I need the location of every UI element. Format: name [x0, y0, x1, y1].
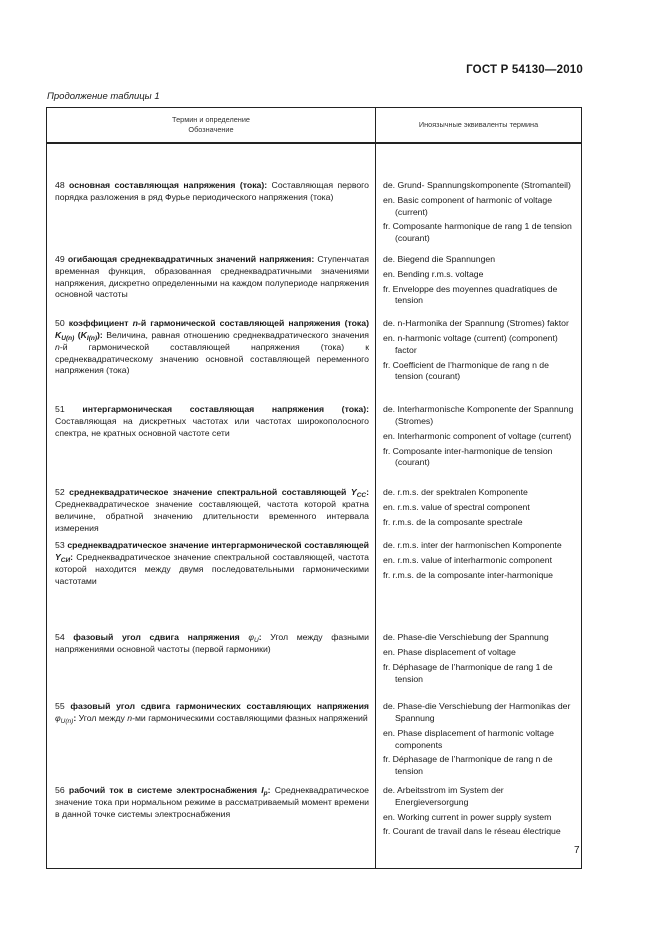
- symbol-ki: $K_{I(n)}$: [80, 329, 98, 342]
- equivalent-en: en. r.m.s. value of spectral component: [383, 501, 530, 512]
- terms-table: [46, 107, 582, 869]
- equivalent-en: en. Bending r.m.s. voltage: [383, 268, 484, 279]
- table-row: [47, 693, 582, 781]
- term-name: фазовый угол сдвига напряжения $\varphi_U$:: [73, 632, 262, 645]
- symbol-ku: $K_{U(n)}$: [55, 329, 75, 342]
- term-definition: Среднеквадратическое значение спектральной составляющей, частота которой находится между двумя последовательными гармоническими частотами: [55, 551, 369, 586]
- term-number: 51: [55, 404, 65, 415]
- term-number: 52: [55, 487, 65, 498]
- term-definition-cell: [47, 538, 376, 624]
- equivalents-cell: [376, 310, 582, 396]
- equivalent-fr: fr. Composante harmonique de rang 1 de tension (courant): [383, 221, 572, 244]
- term-definition-cell: [47, 781, 376, 869]
- term-definition: Составляющая на дискретных частотах или частотах широкополосного спектра, не кратных основной частоте сети: [55, 415, 369, 438]
- equivalent-fr: fr. r.m.s. de la composante spectrale: [383, 516, 523, 527]
- equivalent-de: de. Phase-die Verschiebung der Harmonikas der Spannung: [383, 701, 571, 723]
- term-number: 56: [55, 784, 65, 795]
- equivalent-de: de. Biegend die Spannungen: [383, 253, 496, 264]
- equivalent-de: de. Grund- Spannungskomponente (Stromanteil): [383, 180, 571, 190]
- term-name: рабочий ток в системе электроснабжения $I_р$:: [68, 784, 271, 797]
- term-definition-cell: [47, 693, 376, 781]
- equivalent-fr: fr. Enveloppe des moyennes quadratiques de tension: [383, 283, 558, 306]
- equivalents-cell: [376, 693, 582, 781]
- symbol-ycc: $Y_{CC}$: [350, 487, 367, 500]
- equivalents-cell: [376, 538, 582, 624]
- term-definition-cell: [47, 248, 376, 310]
- equivalent-en: en. Interharmonic component of voltage (current): [383, 430, 572, 441]
- symbol-ysi: $Y_{CИ}$: [55, 551, 71, 564]
- term-definition: Среднеквадратическое значение тока при нормальном режиме в рассматриваемый момент времени в данной точке системы электроснабжения: [55, 784, 370, 819]
- term-name: основная составляющая напряжения (тока):: [69, 180, 268, 190]
- column-header-equivalents: Иноязычные эквиваленты термина: [376, 108, 582, 144]
- equivalent-en: en. Phase displacement of harmonic voltage components: [383, 727, 554, 750]
- page-number: 7: [574, 845, 580, 856]
- term-definition-cell: [47, 396, 376, 479]
- equivalent-fr: fr. Déphasage de l’harmonique de rang n de tension: [383, 754, 553, 777]
- equivalent-fr: fr. r.m.s. de la composante inter-harmonique: [383, 569, 553, 580]
- term-definition-cell: [47, 310, 376, 396]
- equivalent-de: de. Phase-die Verschiebung der Spannung: [383, 632, 549, 643]
- term-definition: Величина, равная отношению среднеквадратического значения n-й гармонической составляющей напряжения (тока) к среднеквадратическому значению основной составляющей переменного напряжения (тока): [55, 329, 369, 376]
- table-row: [47, 396, 582, 479]
- equivalent-fr: fr. Composante inter-harmonique de tension (courant): [383, 445, 553, 468]
- term-definition-cell: [47, 143, 376, 248]
- equivalent-de: de. Arbeitsstrom im System der Energieversorgung: [383, 784, 504, 807]
- equivalents-cell: [376, 781, 582, 869]
- equivalent-de: de. n-Harmonika der Spannung (Stromes) faktor: [383, 318, 569, 329]
- term-number: 54: [55, 632, 65, 643]
- document-code: ГОСТ Р 54130—2010: [466, 64, 583, 76]
- term-name: среднеквадратическое значение интергармонической составляющей $Y_{CИ}$:: [55, 540, 369, 564]
- table-row: [47, 781, 582, 869]
- symbol-phi-un: $\varphi_{U(n)}$: [55, 712, 74, 725]
- equivalents-cell: [376, 624, 582, 693]
- term-number: 50: [55, 318, 65, 329]
- equivalents-cell: [376, 143, 582, 248]
- symbol-phi-u: $\varphi_U$: [248, 632, 259, 645]
- equivalent-fr: fr. Coefficient de l’harmonique de rang n de tension (courant): [383, 359, 549, 382]
- equivalent-fr: fr. Courant de travail dans le réseau électrique: [383, 826, 561, 837]
- term-number: 48: [55, 180, 65, 190]
- symbol-ip: $I_р$: [261, 784, 268, 797]
- equivalent-en: en. Working current in power supply system: [383, 811, 552, 822]
- equivalent-de: de. Interharmonische Komponente der Spannung (Stromes): [383, 404, 574, 426]
- equivalents-cell: [376, 248, 582, 310]
- table-row: [47, 143, 582, 248]
- term-number: 53: [55, 540, 65, 551]
- equivalent-fr: fr. Déphasage de l’harmonique de rang 1 de tension: [383, 661, 553, 684]
- equivalent-de: de. r.m.s. inter der harmonischen Komponente: [383, 540, 562, 551]
- term-name: среднеквадратическое значение спектральной составляющей $Y_{CC}$:: [69, 487, 369, 500]
- equivalent-en: en. r.m.s. value of interharmonic component: [383, 554, 553, 565]
- column-header-line2: Обозначение: [188, 125, 234, 134]
- column-header-term-definition: [47, 108, 376, 144]
- term-name: фазовый угол сдвига гармонических составляющих напряжения $\varphi_{U(n)}$:: [55, 701, 369, 725]
- equivalent-en: en. Basic component of harmonic of voltage (current): [383, 194, 553, 217]
- table-row: [47, 248, 582, 310]
- equivalent-en: en. n-harmonic voltage (current) (component) factor: [383, 332, 558, 355]
- table-continuation-caption: Продолжение таблицы 1: [47, 91, 160, 102]
- term-definition: Составляющая первого порядка разложения в ряд Фурье периодического напряжения (тока): [55, 180, 369, 202]
- equivalents-cell: [376, 479, 582, 538]
- table-row: [47, 310, 582, 396]
- term-definition-cell: [47, 479, 376, 538]
- table-row: [47, 479, 582, 538]
- term-name: коэффициент n-й гармонической составляющей напряжения (тока) $K_{U(n)}$ $(K_{I(n)})$:: [55, 318, 369, 342]
- term-number: 55: [55, 701, 65, 712]
- term-name: огибающая среднеквадратичных значений напряжения:: [67, 253, 315, 264]
- equivalent-en: en. Phase displacement of voltage: [383, 646, 516, 657]
- table-row: [47, 624, 582, 693]
- table-row: [47, 538, 582, 624]
- term-number: 49: [55, 253, 65, 264]
- term-name: интергармоническая составляющая напряжения (тока):: [82, 404, 369, 415]
- equivalents-cell: [376, 396, 582, 479]
- term-definition: Среднеквадратическое значение составляющей, частота которой кратна величине, обратной значению длительности временного интервала измерения: [55, 498, 369, 533]
- term-definition: Угол между n-ми гармоническими составляющими фазных напряжений: [78, 712, 368, 723]
- term-definition-cell: [47, 624, 376, 693]
- term-definition: Ступенчатая временная функция, образованная среднеквадратичными значениями напряжения, дискретно определенными на каждом полупериоде напряжения основной частоты: [55, 253, 370, 300]
- equivalent-de: de. r.m.s. der spektralen Komponente: [383, 487, 528, 498]
- column-header-line1: Термин и определение: [172, 115, 250, 125]
- term-definition: Угол между фазными напряжениями основной частоты (первой гармоники): [55, 632, 369, 654]
